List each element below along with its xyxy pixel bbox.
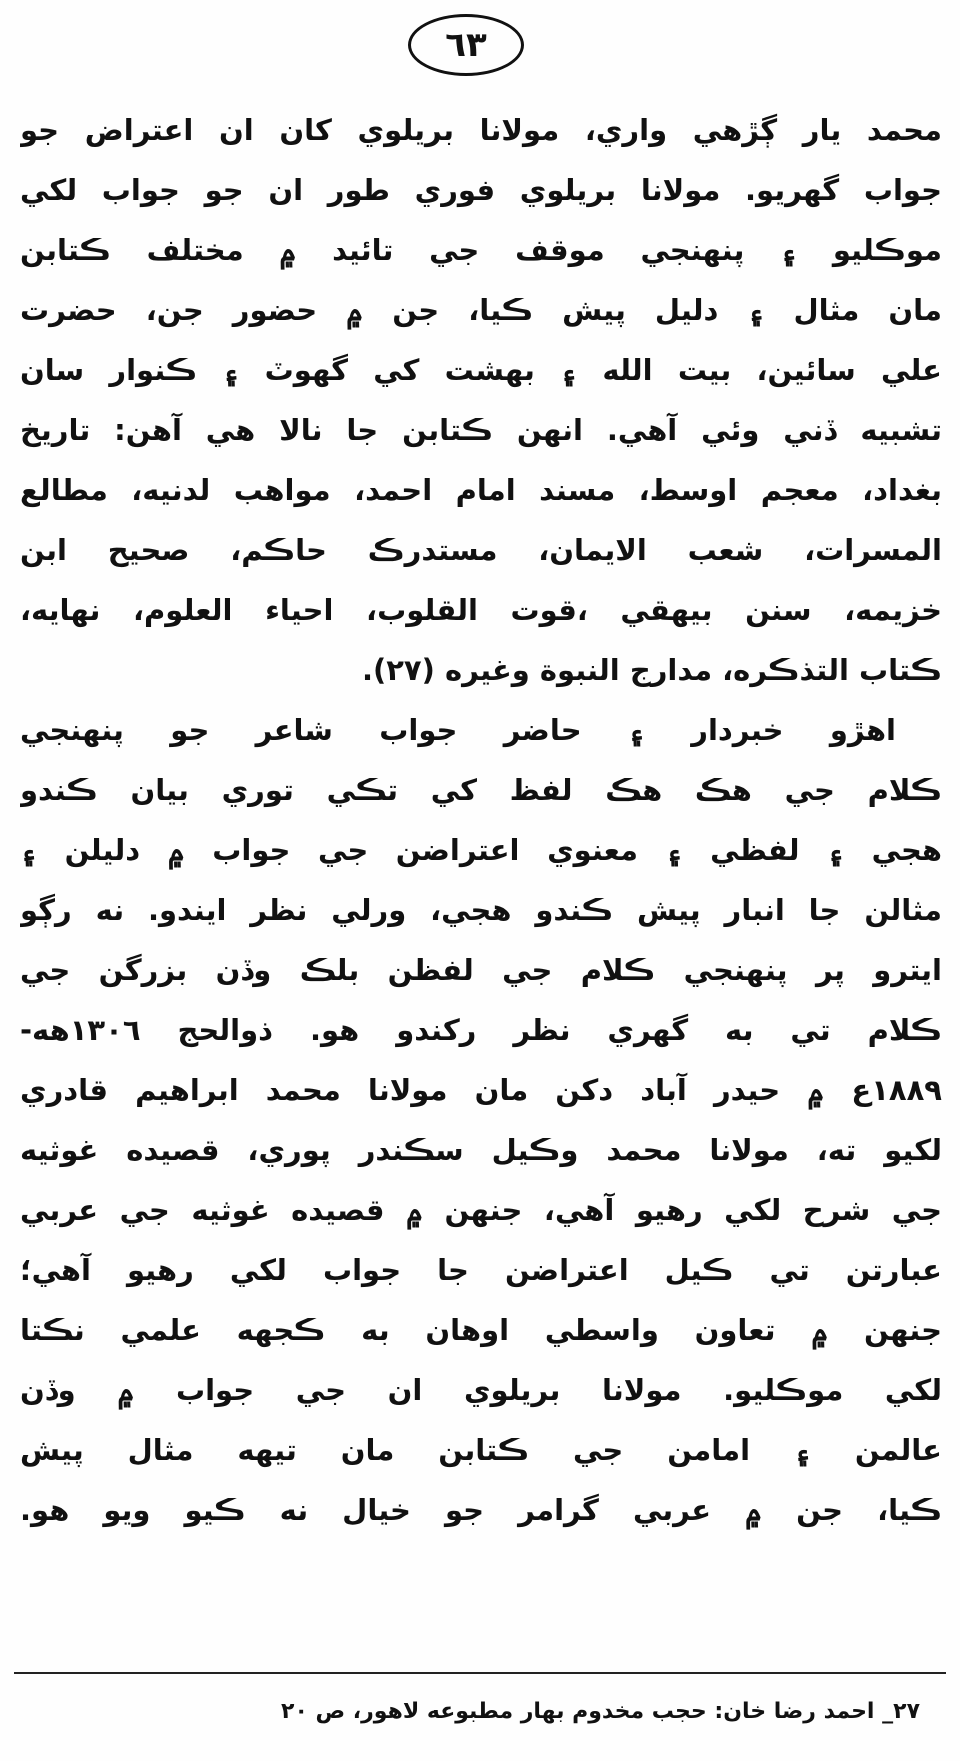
text-line: جواب گهريو. مولانا بريلوي فوري طور ان جو جواب لکي [20, 173, 942, 207]
text-line: علي سائين، بيت الله ۽ بهشت کي گهوٽ ۽ ڪنوار سان [20, 353, 942, 387]
body-text [20, 100, 942, 1540]
paragraph-end-line: ڪتاب التذڪره، مدارج النبوة وغيره (٢٧). [361, 653, 942, 687]
text-line: خزيمه، سنن بيهقي ،قوت القلوب، احياء العلوم، نهايه، [20, 593, 942, 627]
text-line: ڪلام جي هڪ هڪ لفظ کي تڪي توري بيان ڪندو [20, 773, 942, 807]
text-line: المسرات، شعب الايمان، مستدرڪ حاڪم، صحيح ابن [20, 533, 942, 567]
text-line: جي شرح لکي رهيو آهي، جنهن ۾ قصيده غوثيه جي عربي [20, 1193, 942, 1227]
text-line: محمد يار ڳڙهي واري، مولانا بريلوي کان ان اعتراض جو [20, 113, 942, 147]
text-line: جنهن ۾ تعاون واسطي اوهان به ڪجهه علمي نڪتا [20, 1313, 942, 1347]
text-line: هجي ۽ لفظي ۽ معنوي اعتراضن جي جواب ۾ دليلن ۽ [20, 833, 942, 867]
footnote: ٢٧_ احمد رضا خان: حجب مخدوم بهار مطبوعه لاهور، ص ٢٠ [281, 1699, 920, 1724]
text-line: بغداد، معجم اوسط، مسند امام احمد، مواهب لدنيه، مطالع [20, 473, 942, 507]
page-number-badge: ٦٣ [408, 14, 524, 76]
text-line: ڪيا، جن ۾ عربي گرامر جو خيال نه ڪيو ويو هو. [20, 1493, 942, 1527]
text-line: موڪليو ۽ پنهنجي موقف جي تائيد ۾ مختلف ڪتابن [20, 233, 942, 267]
text-line: ڪلام تي به گهري نظر رکندو هو. ذوالحج ١٣٠٦هه- [20, 1013, 942, 1047]
text-line: تشبيه ڏني وئي آهي. انهن ڪتابن جا نالا هي آهن: تاريخ [20, 413, 942, 447]
text-line: لکي موڪليو. مولانا بريلوي ان جي جواب ۾ وڏن [20, 1373, 942, 1407]
footnote-divider [14, 1672, 946, 1674]
text-line: مثالن جا انبار پيش ڪندو هجي، ورلي نظر ايندو. نه رڳو [20, 893, 942, 927]
text-line: ايترو پر پنهنجي ڪلام جي لفظن بلڪ وڏن بزرگن جي [20, 953, 942, 987]
text-line: عبارتن تي ڪيل اعتراضن جا جواب لکي رهيو آهي؛ [20, 1253, 942, 1287]
text-line: ١٨٨٩ع ۾ حيدر آباد دکن مان مولانا محمد ابراهيم قادري [20, 1073, 942, 1107]
text-line: عالمن ۽ امامن جي ڪتابن مان تيهه مثال پيش [20, 1433, 942, 1467]
text-line: لکيو ته، مولانا محمد وڪيل سڪندر پوري، قصيده غوثيه [20, 1133, 942, 1167]
paragraph-start-line: اهڙو خبردار ۽ حاضر جواب شاعر جو پنهنجي [20, 713, 896, 747]
text-line: مان مثال ۽ دليل پيش ڪيا، جن ۾ حضور جن، حضرت [20, 293, 942, 327]
